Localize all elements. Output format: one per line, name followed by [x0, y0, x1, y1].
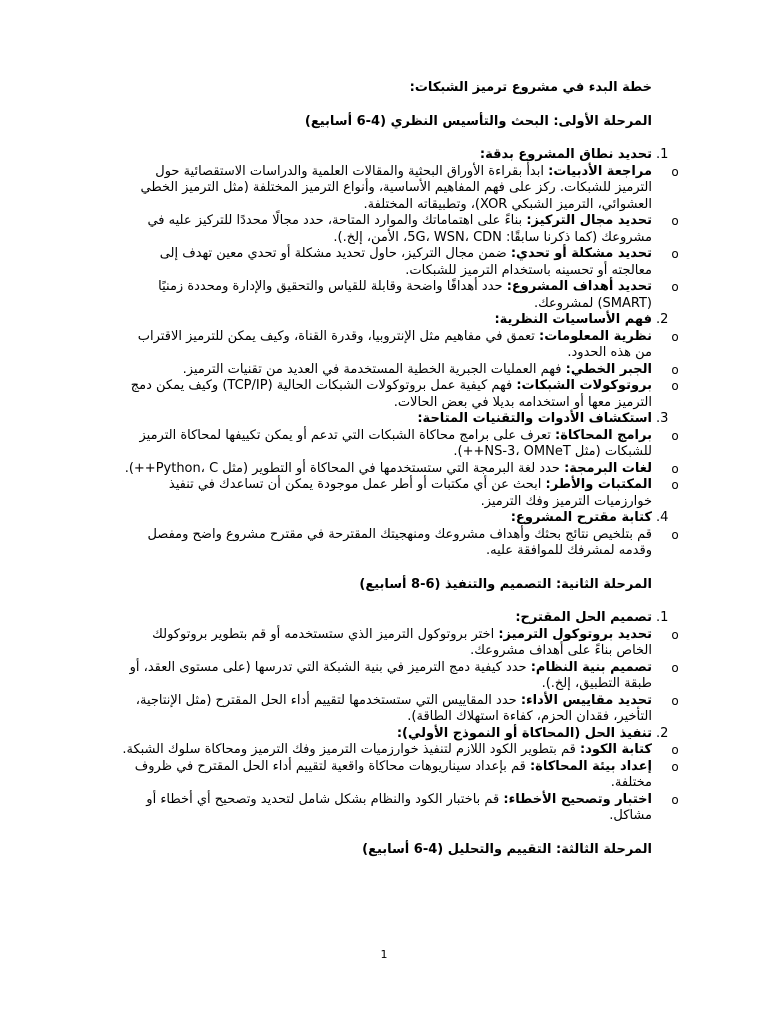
- section: [118, 610, 669, 627]
- circle-bullet-icon: o: [671, 379, 679, 393]
- circle-bullet-icon: o: [671, 428, 679, 443]
- list-item: [118, 427, 679, 461]
- section-number: 3.: [656, 411, 669, 426]
- circle-bullet-icon: o: [671, 164, 679, 179]
- phase-label: المرحلة الثانية:: [555, 576, 652, 592]
- item-label: تحديد مقاييس الأداء:: [520, 692, 652, 708]
- circle-bullet-icon: o: [671, 759, 679, 774]
- list-item: [118, 791, 679, 825]
- item-label: إعداد بيئة المحاكاة:: [529, 758, 652, 774]
- section-title: تنفيذ الحل (المحاكاة أو النموذج الأولي):: [396, 725, 652, 741]
- list-item: [118, 742, 679, 759]
- document-title: خطة البدء في مشروع ترميز الشبكات:: [409, 80, 652, 95]
- item-text: قم بتطوير الكود اللازم لتنفيذ خوارزميات الترميز وفك الترميز ومحاكاة سلوك الشبكة.: [122, 742, 576, 757]
- item-text: حدد أهدافًا واضحة وقابلة للقياس والتحقيق والإدارة ومحددة زمنيًا (SMART) لمشروعك.: [158, 279, 652, 311]
- section: [118, 725, 669, 743]
- item-text: تعمق في مفاهيم مثل الإنتروبيا، وقدرة القناة، وكيف يمكن للترميز الاقتراب من هذه الحدود.: [137, 328, 652, 360]
- item-label: برامج المحاكاة:: [555, 427, 652, 443]
- circle-bullet-icon: o: [671, 362, 679, 377]
- phase-title: [118, 842, 652, 859]
- circle-bullet-icon: o: [671, 280, 679, 294]
- document-page: [118, 80, 679, 858]
- list-item: [118, 626, 679, 660]
- phase-name: التصميم والتنفيذ: [445, 576, 552, 592]
- list-item: [118, 378, 679, 411]
- section: [118, 411, 669, 428]
- list-item: [118, 477, 679, 510]
- item-text: حدد لغة البرمجة التي ستستخدمها في المحاكاة أو التطوير (مثل Python، C++).: [124, 460, 560, 476]
- list-item: [118, 246, 679, 279]
- circle-bullet-icon: o: [671, 792, 679, 807]
- phase-name: البحث والتأسيس النظري: [390, 113, 549, 129]
- phase-duration: (6-8 أسابيع): [359, 576, 441, 592]
- item-label: الجبر الخطي:: [565, 361, 652, 377]
- list-item: [118, 659, 679, 693]
- item-label: مراجعة الأدبيات:: [548, 163, 652, 179]
- circle-bullet-icon: o: [671, 743, 679, 757]
- item-label: تحديد مجال التركيز:: [526, 213, 652, 228]
- item-text: اختر بروتوكول الترميز الذي ستستخدمه أو قم بتطوير بروتوكولك الخاص بناءً على أهداف مشروعك.: [152, 626, 652, 658]
- phase-label: المرحلة الأولى:: [553, 113, 652, 129]
- list-item: [118, 758, 679, 792]
- section-title: تصميم الحل المقترح:: [515, 610, 652, 625]
- item-label: لغات البرمجة:: [564, 460, 652, 476]
- circle-bullet-icon: o: [671, 627, 679, 642]
- item-label: المكتبات والأطر:: [545, 477, 652, 492]
- item-label: تحديد مشكلة أو تحدي:: [510, 246, 652, 261]
- item-label: تحديد أهداف المشروع:: [506, 279, 652, 294]
- item-text: حدد المقاييس التي ستستخدمها لتقييم أداء الحل المقترح (مثل الإنتاجية، التأخير، فقدان الحزم، كفاءة استهلاك الطاقة).: [135, 692, 652, 724]
- section-number: 1.: [656, 147, 669, 162]
- item-text: تعرف على برامج محاكاة الشبكات التي تدعم أو يمكن تكييفها لمحاكاة الترميز للشبكات (مثل NS-3، OMNeT++).: [139, 427, 652, 459]
- list-item: [118, 213, 679, 246]
- section-number: 2.: [656, 312, 669, 327]
- section: [118, 312, 669, 329]
- phase-label: المرحلة الثالثة:: [555, 841, 652, 857]
- circle-bullet-icon: o: [671, 478, 679, 492]
- phase-duration: (4-6 أسابيع): [304, 113, 387, 129]
- item-label: تحديد بروتوكول الترميز:: [498, 626, 652, 642]
- item-text: بناءً على اهتماماتك والموارد المتاحة، حدد مجالًا محددًا للتركيز عليه في مشروعك (كما ذكرنا سابقًا: 5G، WSN، CDN، الأمن، إلخ.).: [147, 213, 652, 245]
- section-number: 2.: [656, 725, 669, 741]
- phase-name: التقييم والتحليل: [447, 841, 552, 857]
- section-title: تحديد نطاق المشروع بدقة:: [479, 147, 652, 162]
- section-title: استكشاف الأدوات والتقنيات المتاحة:: [417, 411, 652, 426]
- section: [118, 510, 669, 527]
- section-title: كتابة مقترح المشروع:: [510, 510, 652, 525]
- item-text: قم باختبار الكود والنظام بشكل شامل لتحديد وتصحيح أي أخطاء أو مشاكل.: [146, 791, 652, 823]
- phases-container: [118, 113, 679, 859]
- section-number: 1.: [656, 610, 669, 625]
- item-label: اختبار وتصحيح الأخطاء:: [503, 791, 652, 807]
- item-text: فهم العمليات الجبرية الخطية المستخدمة في العديد من تقنيات الترميز.: [182, 361, 562, 377]
- item-text: ابحث عن أي مكتبات أو أطر عمل موجودة يمكن أن تساعدك في تنفيذ خوارزميات الترميز وفك الترميز.: [168, 477, 652, 509]
- section-number: 4.: [656, 510, 669, 525]
- item-label: كتابة الكود:: [580, 742, 652, 757]
- item-text: ضمن مجال التركيز، حاول تحديد مشكلة أو تحدي معين تهدف إلى معالجته أو تحسينه باستخدام الترميز للشبكات.: [159, 246, 652, 278]
- item-label: بروتوكولات الشبكات:: [516, 378, 652, 393]
- item-text: ابدأ بقراءة الأوراق البحثية والمقالات العلمية والدراسات الاستقصائية حول الترميز للشبكات. ركز على فهم المفاهيم الأساسية، وأنواع الترميز المختلفة (مثل الترميز الخطي العشوائي، الترميز الشبكي XOR)، وتطبيقاته المختلفة.: [140, 163, 652, 212]
- section: [118, 147, 669, 164]
- item-text: قم بإعداد سيناريوهات محاكاة واقعية لتقييم أداء الحل المقترح في ظروف مختلفة.: [134, 758, 652, 790]
- circle-bullet-icon: o: [671, 214, 679, 228]
- phase-title: [118, 577, 652, 594]
- phase-duration: (4-6 أسابيع): [362, 841, 444, 857]
- item-label: تصميم بنية النظام:: [530, 659, 652, 675]
- item-label: نظرية المعلومات:: [539, 328, 652, 344]
- circle-bullet-icon: o: [671, 329, 679, 344]
- circle-bullet-icon: o: [671, 461, 679, 476]
- circle-bullet-icon: o: [671, 693, 679, 708]
- list-item: [118, 163, 679, 214]
- circle-bullet-icon: o: [671, 247, 679, 261]
- phase-title: [118, 114, 652, 131]
- item-text: فهم كيفية عمل بروتوكولات الشبكات الحالية (TCP/IP) وكيف يمكن دمج الترميز معها أو استخدامه بديلا في بعض الحالات.: [130, 378, 652, 410]
- list-item: [118, 526, 679, 560]
- circle-bullet-icon: o: [671, 527, 679, 542]
- list-item: [118, 279, 679, 312]
- section-title: فهم الأساسيات النظرية:: [494, 312, 652, 327]
- circle-bullet-icon: o: [671, 660, 679, 675]
- item-text: حدد كيفية دمج الترميز في بنية الشبكة التي تدرسها (على مستوى العقد، أو طبقة التطبيق، إلخ.).: [129, 659, 652, 691]
- page-number: 1: [380, 948, 388, 961]
- item-text: قم بتلخيص نتائج بحثك وأهداف مشروعك ومنهجيتك المقترحة في مقترح مشروع واضح ومفصل وقدمه لمشرفك للموافقة عليه.: [147, 526, 652, 558]
- list-item: [118, 460, 679, 478]
- list-item: [118, 361, 679, 379]
- list-item: [118, 328, 679, 362]
- list-item: [118, 692, 679, 726]
